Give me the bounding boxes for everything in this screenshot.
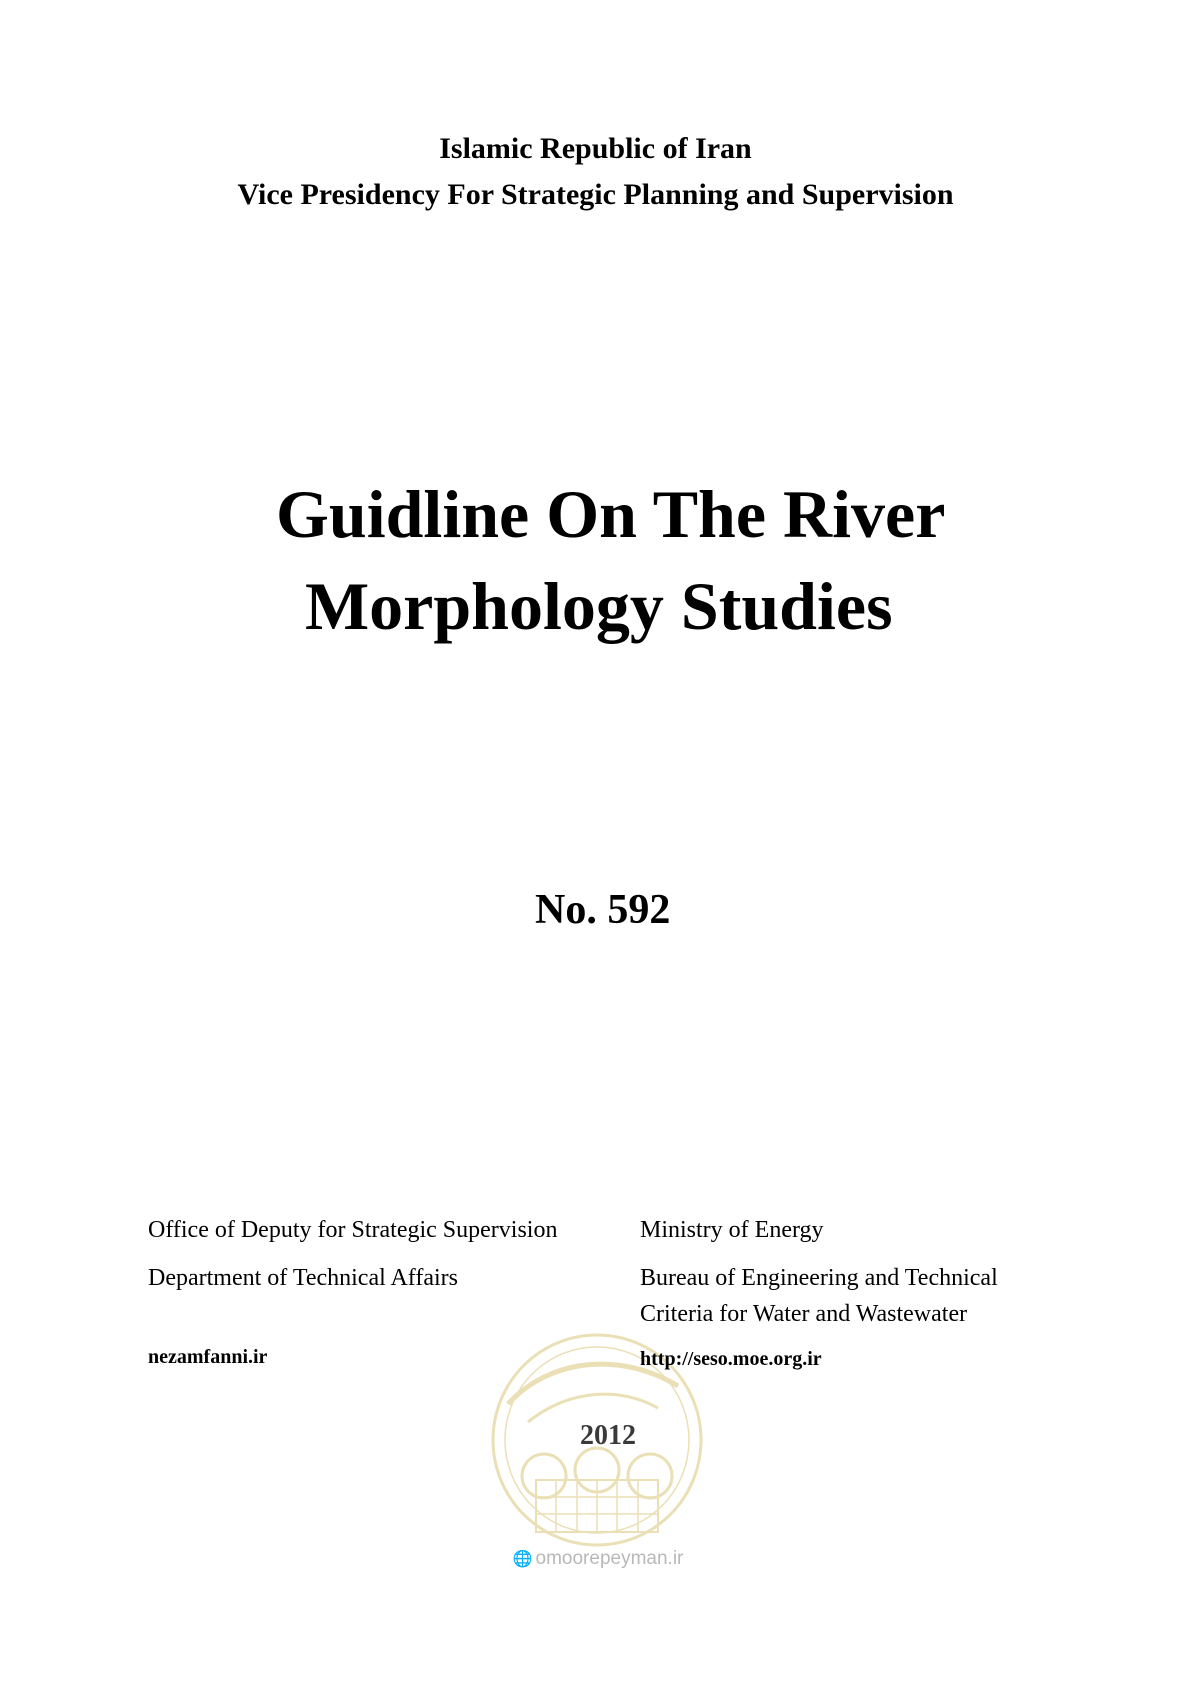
bureau-name-line-2: Criteria for Water and Wastewater	[640, 1301, 968, 1327]
watermark-label	[498, 1548, 698, 1570]
document-number: No. 592	[535, 887, 671, 933]
publication-year: 2012	[580, 1420, 636, 1451]
title-line-2: Morphology Studies	[305, 568, 893, 644]
ministry-name: Ministry of Energy	[640, 1217, 824, 1243]
department-name: Department of Technical Affairs	[148, 1265, 458, 1291]
vice-presidency-name: Vice Presidency For Strategic Planning and Supervision	[237, 178, 954, 211]
right-website: http://seso.moe.org.ir	[640, 1348, 822, 1370]
globe-icon: 🌐	[512, 1551, 533, 1568]
bureau-name-line-1: Bureau of Engineering and Technical	[640, 1265, 998, 1291]
office-name: Office of Deputy for Strategic Supervision	[148, 1217, 558, 1243]
left-column	[148, 1212, 618, 1372]
title-line-1: Guidline On The River	[276, 476, 946, 552]
header	[0, 126, 1191, 218]
country-name: Islamic Republic of Iran	[439, 132, 752, 165]
watermark-site: omoorepeyman.ir	[535, 1548, 684, 1569]
left-website: nezamfanni.ir	[148, 1346, 268, 1368]
right-column	[640, 1212, 1060, 1374]
